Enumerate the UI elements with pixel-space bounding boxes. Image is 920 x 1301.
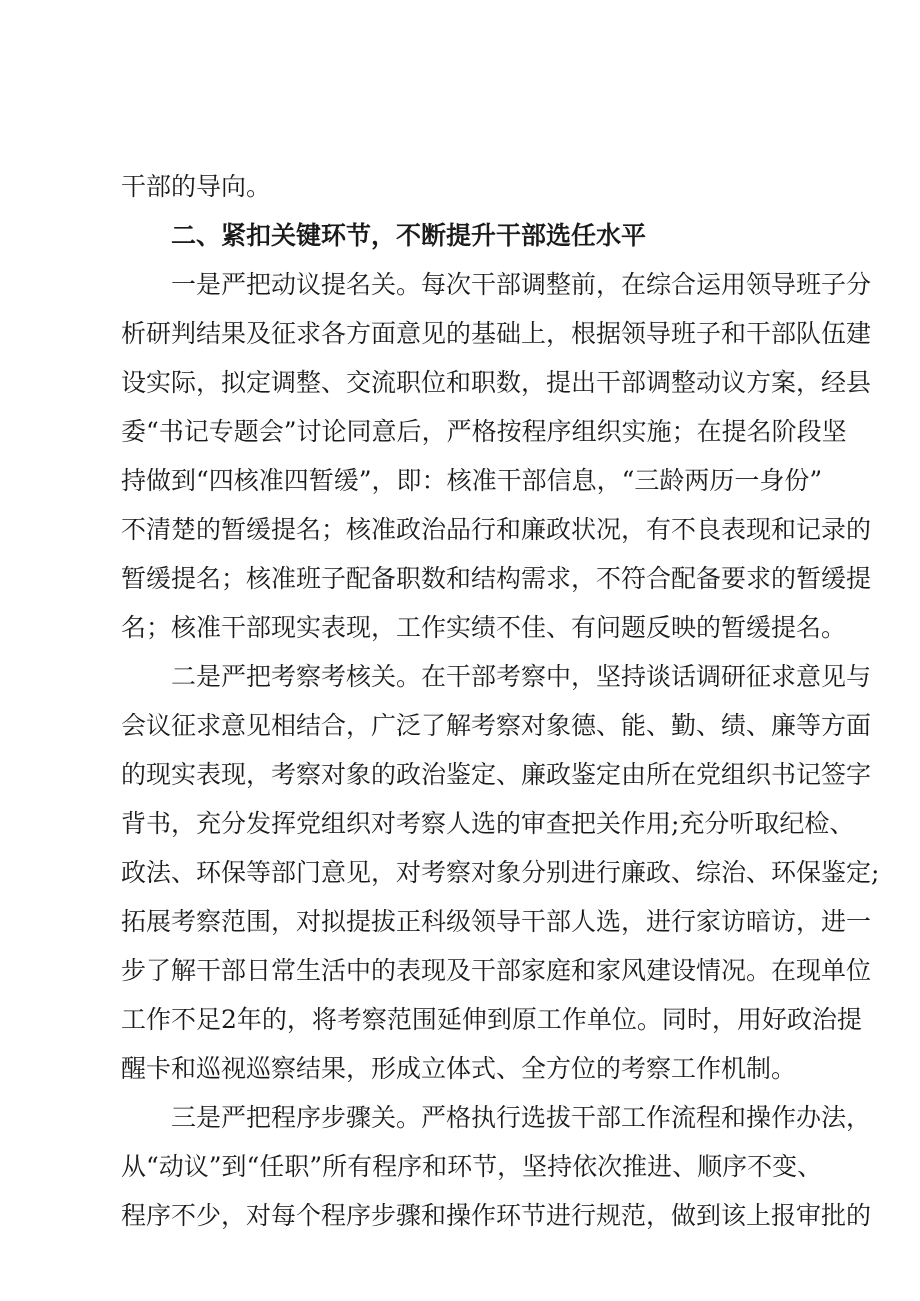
paragraph-line: 工作不足2年的，将考察范围延伸到原工作单位。同时，用好政治提 [121,1005,862,1034]
paragraph-line: 背书，充分发挥党组织对考察人选的审查把关作用;充分听取纪检、 [121,809,855,838]
paragraph-line: 拓展考察范围，对拟提拔正科级领导干部人选，进行家访暗访，进一 [121,907,872,936]
paragraph-line: 持做到“四核准四暂缓”，即：核准干部信息，“三龄两历一身份” [121,466,823,495]
paragraph-line: 政法、环保等部门意见，对考察对象分别进行廉政、综治、环保鉴定; [121,858,880,887]
paragraph-line: 会议征求意见相结合，广泛了解考察对象德、能、勤、绩、廉等方面 [121,711,872,740]
paragraph-line: 从“动议”到“任职”所有程序和环节，坚持依次推进、顺序不变、 [121,1152,823,1181]
paragraph-line: 委“书记专题会”讨论同意后，严格按程序组织实施；在提名阶段坚 [121,417,847,446]
paragraph-nomination [121,260,872,652]
paragraph-line: 醒卡和巡视巡察结果，形成立体式、全方位的考察工作机制。 [121,1054,797,1083]
paragraph-line: 暂缓提名；核准班子配备职数和结构需求，不符合配备要求的暂缓提 [121,564,872,593]
paragraph-line: 析研判结果及征求各方面意见的基础上，根据领导班子和干部队伍建 [121,319,872,348]
paragraph-line: 一是严把动议提名关。每次干部调整前，在综合运用领导班子分 [171,270,872,299]
paragraph-line: 二是严把考察考核关。在干部考察中，坚持谈话调研征求意见与 [171,662,872,691]
paragraph-line: 步了解干部日常生活中的表现及干部家庭和家风建设情况。在现单位 [121,956,872,985]
intro-tail-line: 干部的导向。 [121,172,272,201]
section-heading: 二、紧扣关键环节，不断提升干部选任水平 [171,221,647,250]
paragraph-line: 不清楚的暂缓提名；核准政治品行和廉政状况，有不良表现和记录的 [121,515,872,544]
paragraph-line: 的现实表现，考察对象的政治鉴定、廉政鉴定由所在党组织书记签字 [121,760,872,789]
document-body [121,162,880,1240]
paragraph-line: 程序不少，对每个程序步骤和操作环节进行规范，做到该上报审批的 [121,1201,872,1230]
paragraph-line: 三是严把程序步骤关。严格执行选拔干部工作流程和操作办法， [171,1103,872,1132]
paragraph-line: 设实际，拟定调整、交流职位和职数，提出干部调整动议方案，经县 [121,368,872,397]
paragraph-line: 名；核准干部现实表现，工作实绩不佳、有问题反映的暂缓提名。 [121,613,847,642]
paragraph-procedure [121,1093,872,1240]
paragraph-inspection [121,652,880,1093]
